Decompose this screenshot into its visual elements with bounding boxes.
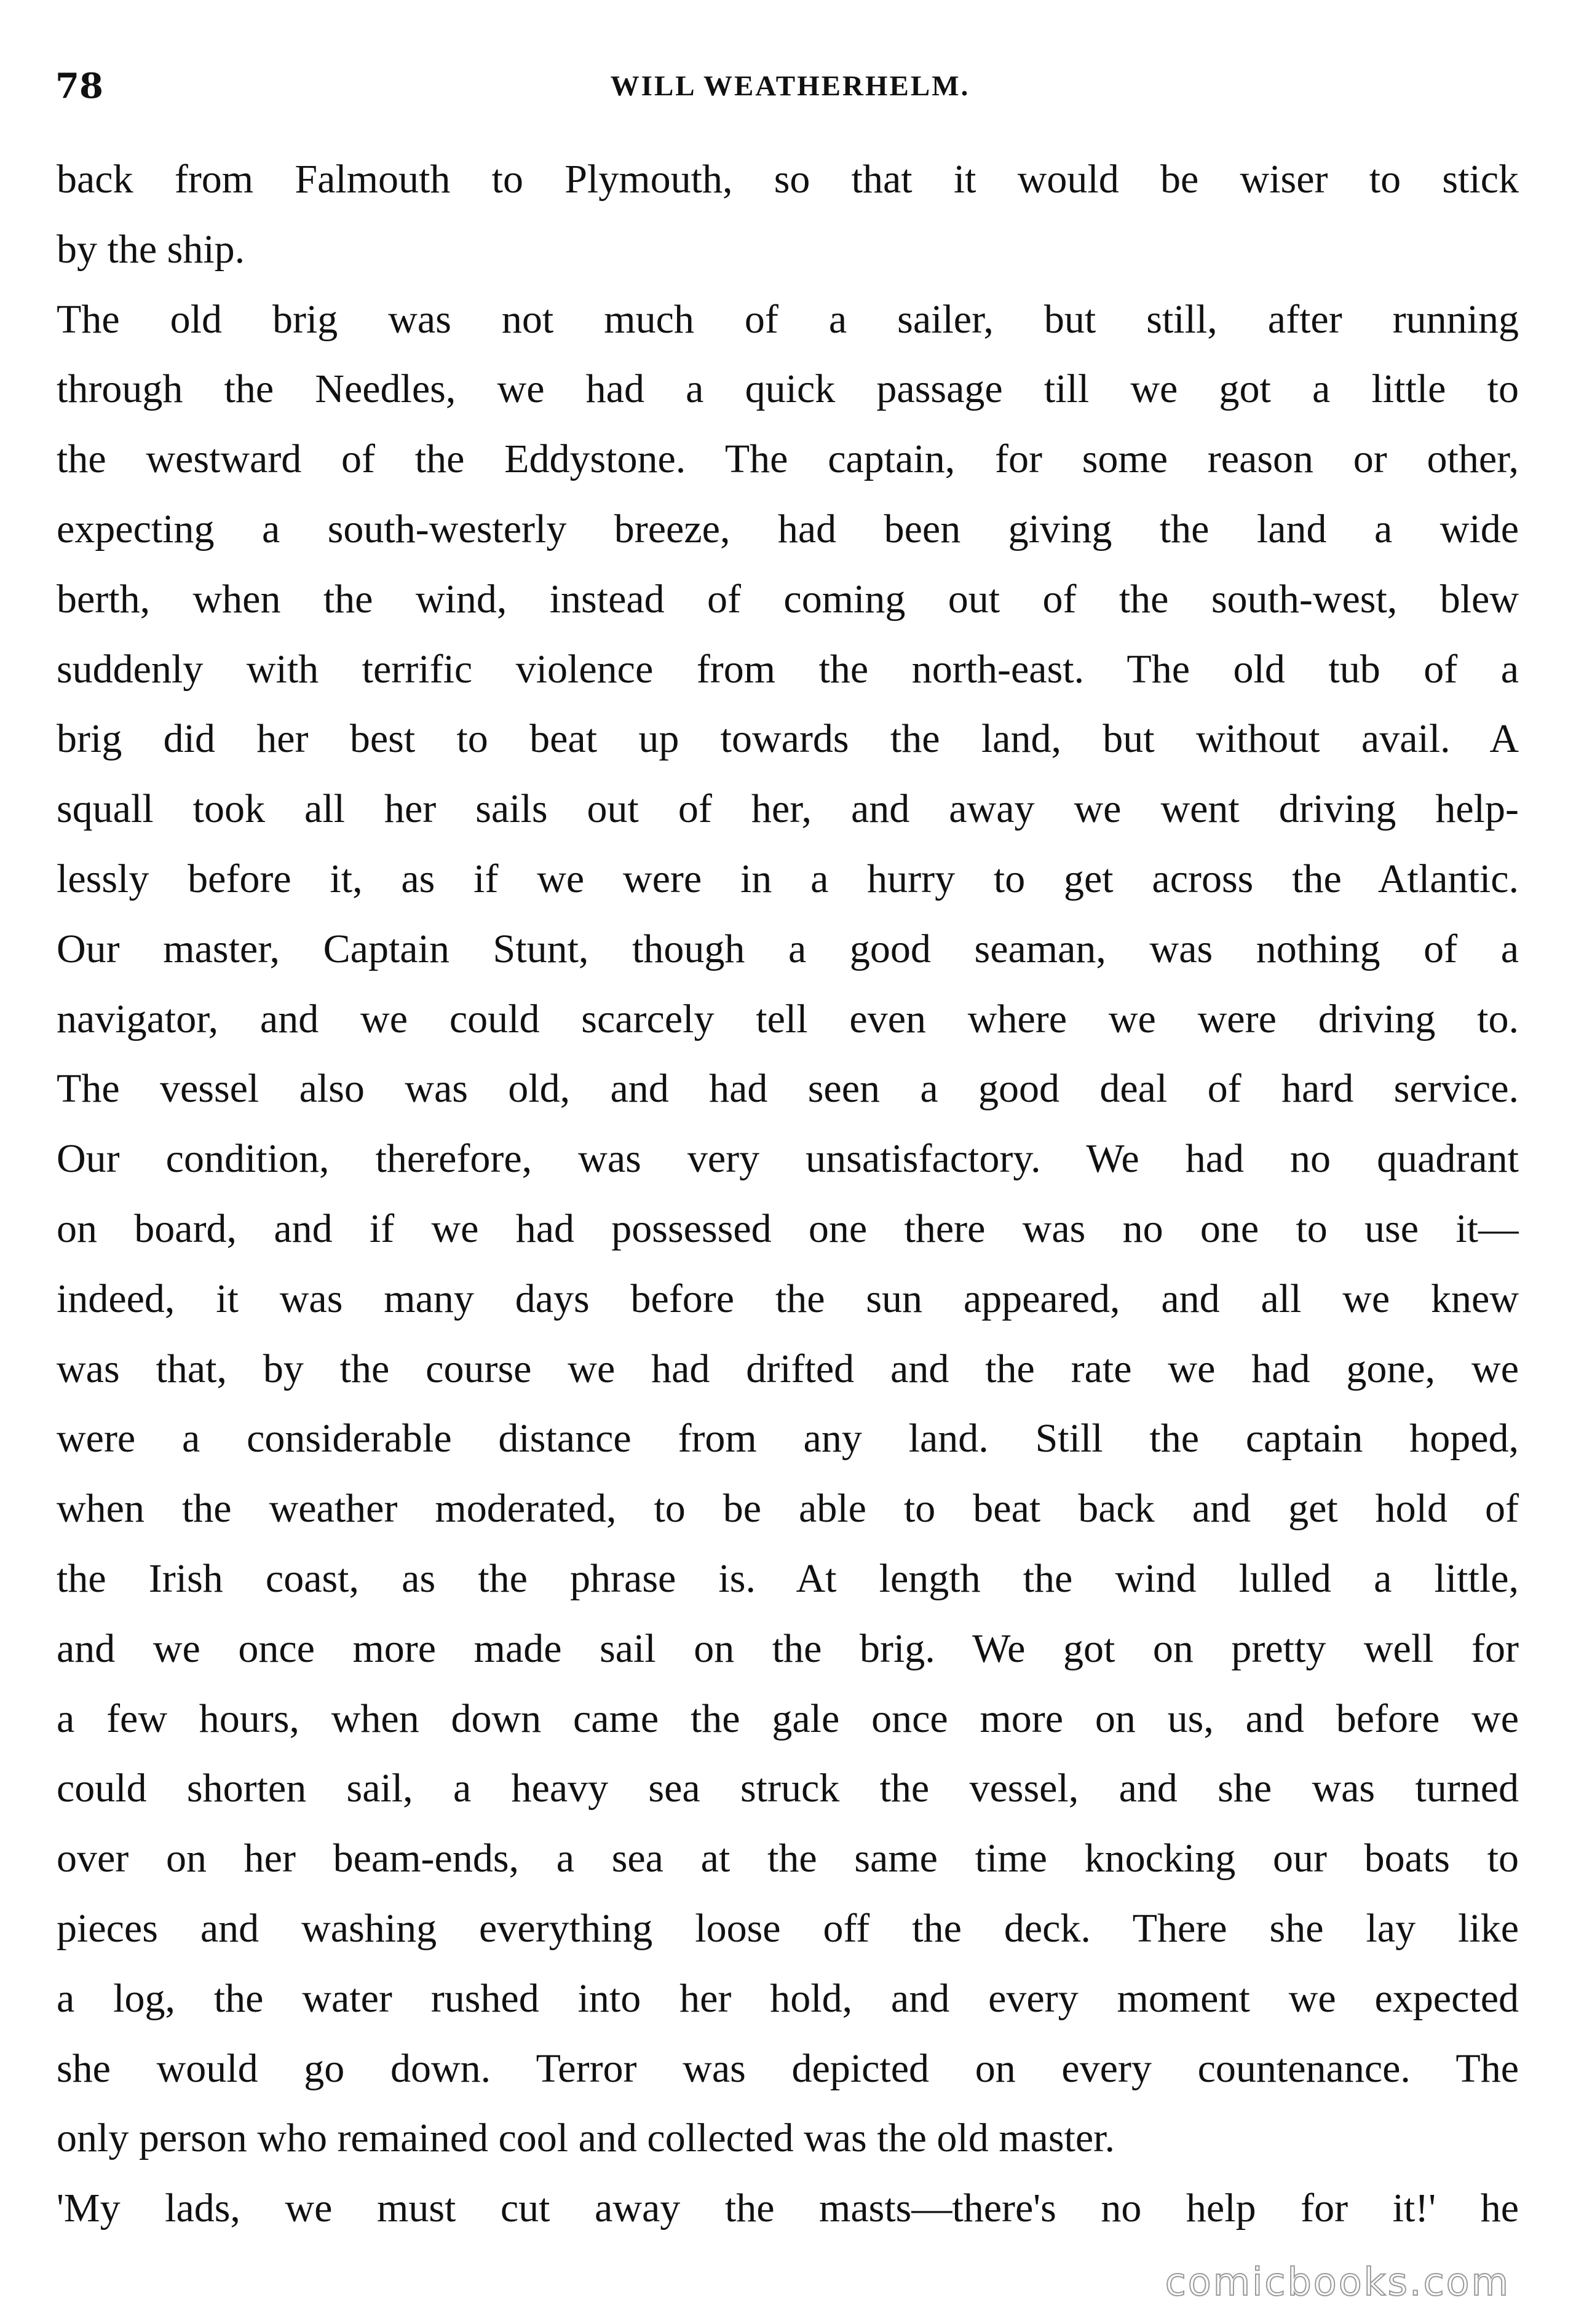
text-line: berth, when the wind, instead of coming out of the south-west, blew — [57, 576, 1519, 622]
text-line: the westward of the Eddystone. The captain, for some reason or other, — [57, 437, 1519, 482]
text-line: back from Falmouth to Plymouth, so that it would be wiser to stick — [57, 157, 1519, 202]
text-line: squall took all her sails out of her, and away we went driving help- — [57, 786, 1519, 832]
text-line: a few hours, when down came the gale once more on us, and before we — [57, 1696, 1519, 1741]
text-line: the Irish coast, as the phrase is. At length the wind lulled a little, — [57, 1555, 1519, 1601]
text-line: The old brig was not much of a sailer, but still, after running — [57, 296, 1519, 342]
text-line: when the weather moderated, to be able to beat back and get hold of — [57, 1486, 1519, 1532]
running-head: WILL WEATHERHELM. — [610, 70, 970, 102]
text-line: pieces and washing everything loose off the deck. There she lay like — [57, 1905, 1519, 1951]
text-line: suddenly with terrific violence from the north-east. The old tub of a — [57, 646, 1519, 692]
text-line: over on her beam-ends, a sea at the same time knocking our boats to — [57, 1836, 1519, 1881]
watermark: comicbooks.com — [1165, 2259, 1510, 2304]
text-line: a log, the water rushed into her hold, and every moment we expected — [57, 1975, 1519, 2021]
text-line: through the Needles, we had a quick passage till we got a little to — [57, 366, 1519, 412]
text-line: and we once more made sail on the brig. We got on pretty well for — [57, 1626, 1519, 1671]
text-line: on board, and if we had possessed one there was no one to use it— — [57, 1206, 1519, 1251]
text-line: was that, by the course we had drifted and the rate we had gone, we — [57, 1346, 1519, 1391]
text-line: expecting a south-westerly breeze, had been giving the land a wide — [57, 506, 1519, 551]
text-line: could shorten sail, a heavy sea struck the vessel, and she was turned — [57, 1766, 1519, 1811]
text-line: Our condition, therefore, was very unsatisfactory. We had no quadrant — [57, 1136, 1519, 1182]
text-line: only person who remained cool and collected was the old master. — [57, 2116, 1115, 2161]
text-line: were a considerable distance from any land. Still the captain hoped, — [57, 1416, 1519, 1461]
text-line: indeed, it was many days before the sun appeared, and all we knew — [57, 1276, 1519, 1321]
text-line: Our master, Captain Stunt, though a good seaman, was nothing of a — [57, 926, 1519, 971]
text-line: by the ship. — [57, 226, 245, 272]
text-line: lessly before it, as if we were in a hurry to get across the Atlantic. — [57, 856, 1519, 901]
body-text — [57, 144, 1519, 2243]
text-line: The vessel also was old, and had seen a good deal of hard service. — [57, 1066, 1519, 1112]
text-line: 'My lads, we must cut away the masts—there's no help for it!' he — [57, 2186, 1519, 2231]
page-header — [55, 58, 1525, 114]
text-line: brig did her best to beat up towards the land, but without avail. A — [57, 716, 1519, 762]
text-line: she would go down. Terror was depicted on every countenance. The — [57, 2045, 1519, 2091]
page-number: 78 — [55, 66, 103, 106]
text-line: navigator, and we could scarcely tell even where we were driving to. — [57, 996, 1519, 1041]
